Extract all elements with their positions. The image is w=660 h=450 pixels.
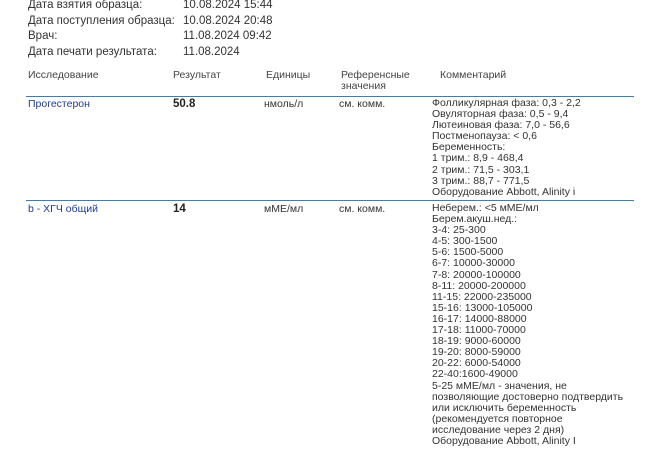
comment-line: 5-25 мМЕ/мл - значения, не <box>432 379 567 392</box>
comment-line: 3 трим.: 88,7 - 771,5 <box>432 174 530 187</box>
comment-line: 16-17: 14000-88000 <box>432 312 527 325</box>
comment-line: Постменопауза: < 0,6 <box>432 130 537 143</box>
meta-value: 10.08.2024 15:44 <box>183 0 273 11</box>
comment-line: Неберем.: <5 мМЕ/мл <box>432 202 539 214</box>
comment-line: Берем.акуш.нед.: <box>432 213 518 226</box>
comment-block <box>432 203 632 447</box>
comment-line: 8-11: 20000-200000 <box>432 279 526 292</box>
comment-line: 20-22: 6000-54000 <box>432 357 521 370</box>
comment-line: Фолликулярная фаза: 0,3 - 2,2 <box>432 97 581 109</box>
study-name: Прогестерон <box>28 98 90 110</box>
result-value: 14 <box>173 203 186 215</box>
comment-line: 22-40:1600-49000 <box>432 368 518 381</box>
meta-value: 11.08.2024 <box>183 45 240 58</box>
comment-line: 2 трим.: 71,5 - 303,1 <box>432 163 530 176</box>
comment-line: Оборудование Abbott, Alinity I <box>432 434 576 447</box>
comment-line: или исключить беременность <box>432 401 577 414</box>
comment-line: 7-8: 20000-100000 <box>432 268 521 281</box>
meta-row-sample-received <box>28 14 328 30</box>
header-study: Исследование <box>28 69 99 81</box>
comment-line: 18-19: 9000-60000 <box>432 335 521 348</box>
result-value: 50.8 <box>173 98 196 110</box>
study-name: b - ХГЧ общий <box>28 203 98 215</box>
header-units: Единицы <box>266 69 311 81</box>
comment-line: 6-7: 10000-30000 <box>432 257 515 270</box>
comment-line: 1 трим.: 8,9 - 468,4 <box>432 152 524 165</box>
comment-line: 19-20: 8000-59000 <box>432 346 521 359</box>
meta-value: 10.08.2024 20:48 <box>183 14 273 27</box>
comment-line: 11-15: 22000-235000 <box>432 290 532 303</box>
meta-label: Дата печати результата: <box>28 45 157 58</box>
result-units: нмоль/л <box>264 98 304 110</box>
sample-meta <box>28 0 328 60</box>
result-units: мМЕ/мл <box>264 203 304 215</box>
comment-line: позволяющие достоверно подтвердить <box>432 390 624 403</box>
divider-line <box>26 200 634 201</box>
header-reference-line2: значения <box>341 80 386 92</box>
header-comment: Комментарий <box>440 69 507 81</box>
meta-label: Врач: <box>28 30 58 42</box>
comment-line: 3-4: 25-300 <box>432 224 486 237</box>
meta-label: Дата поступления образца: <box>28 14 175 27</box>
meta-label: Дата взятия образца: <box>28 0 143 11</box>
header-result: Результат <box>173 69 221 81</box>
comment-block <box>432 98 632 198</box>
comment-line: (рекомендуется повторное <box>432 412 563 425</box>
meta-row-print-date <box>28 45 328 61</box>
comment-line: Беременность: <box>432 141 506 154</box>
comment-line: 5-6: 1500-5000 <box>432 246 504 259</box>
meta-row-doctor <box>28 29 328 45</box>
meta-row-sample-taken <box>28 0 328 14</box>
comment-line: 15-16: 13000-105000 <box>432 301 533 314</box>
comment-line: Овуляторная фаза: 0,5 - 9,4 <box>432 108 569 121</box>
reference-values: см. комм. <box>339 98 386 110</box>
comment-line: исследование через 2 дня) <box>432 423 565 436</box>
header-reference <box>341 70 410 92</box>
header-reference-line1: Референсные <box>341 69 410 81</box>
comment-line: Оборудование Abbott, Alinity i <box>432 185 576 198</box>
meta-value: 11.08.2024 09:42 <box>183 30 272 42</box>
reference-values: см. комм. <box>339 203 386 215</box>
comment-line: Лютеиновая фаза: 7,0 - 56,6 <box>432 119 570 132</box>
table-header <box>0 70 660 96</box>
comment-line: 17-18: 11000-70000 <box>432 324 526 337</box>
comment-line: 4-5: 300-1500 <box>432 235 498 248</box>
